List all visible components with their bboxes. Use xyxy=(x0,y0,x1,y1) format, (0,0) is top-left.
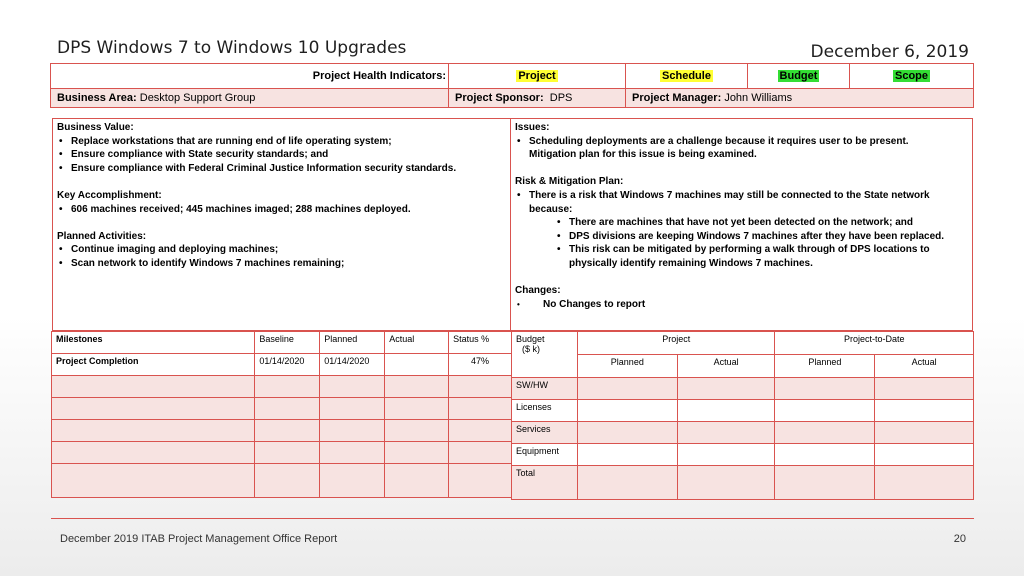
milestone-baseline: 01/14/2020 xyxy=(255,354,320,376)
risk-heading: Risk & Mitigation Plan: xyxy=(515,176,624,188)
page-title: DPS Windows 7 to Windows 10 Upgrades xyxy=(57,38,407,58)
table-row xyxy=(52,354,512,376)
key-accomplishment-heading: Key Accomplishment: xyxy=(57,189,162,201)
indicator-project-label: Project xyxy=(518,70,556,82)
milestone-name: Project Completion xyxy=(52,354,255,376)
business-value-item: • Ensure compliance with State security standards; and xyxy=(57,148,506,162)
budget-row-label: Services xyxy=(512,422,578,444)
business-area-label: Business Area: xyxy=(57,92,137,104)
issue-item-continued: Mitigation plan for this issue is being examined. xyxy=(529,149,757,161)
table-row xyxy=(52,442,512,464)
indicator-budget-label: Budget xyxy=(779,70,818,82)
indicator-scope xyxy=(849,64,973,88)
milestone-planned: 01/14/2020 xyxy=(320,354,385,376)
risk-item: • There is a risk that Windows 7 machines may still be connected to the State network xyxy=(515,189,968,203)
budget-project-planned-header: Planned xyxy=(577,355,677,378)
planned-activity-item: • Continue imaging and deploying machines; xyxy=(57,243,506,257)
table-row xyxy=(512,378,974,400)
table-row xyxy=(512,400,974,422)
project-sponsor-value: DPS xyxy=(549,92,573,104)
planned-activity-item: • Scan network to identify Windows 7 machines remaining; xyxy=(57,257,506,271)
milestone-status: 47% xyxy=(449,354,512,376)
business-area xyxy=(51,89,448,107)
budget-ptd-planned-header: Planned xyxy=(775,355,875,378)
baseline-header: Baseline xyxy=(255,332,320,354)
project-sponsor-label: Project Sponsor: xyxy=(455,92,544,104)
table-row xyxy=(512,466,974,500)
table-row xyxy=(52,398,512,420)
key-accomplishment-item: • 606 machines received; 445 machines imaged; 288 machines deployed. xyxy=(57,203,506,217)
health-indicators-bar xyxy=(50,63,974,89)
budget-project-actual-header: Actual xyxy=(677,355,775,378)
budget-unit: ($ k) xyxy=(522,344,540,354)
budget-table xyxy=(511,331,974,500)
indicator-scope-label: Scope xyxy=(894,70,928,82)
planned-header: Planned xyxy=(320,332,385,354)
budget-row-label: Licenses xyxy=(512,400,578,422)
indicator-schedule xyxy=(625,64,747,88)
risk-subitem-continued: physically identify remaining Windows 7 machines. xyxy=(569,257,813,269)
status-header: Status % xyxy=(449,332,512,354)
budget-header-row xyxy=(512,332,974,355)
budget-row-label: Total xyxy=(512,466,578,500)
actual-header: Actual xyxy=(385,332,449,354)
budget-ptd-header: Project-to-Date xyxy=(775,332,974,355)
project-manager-label: Project Manager: xyxy=(632,92,722,104)
indicator-budget xyxy=(747,64,849,88)
milestones-header: Milestones xyxy=(52,332,255,354)
business-value-item: • Replace workstations that are running end of life operating system; xyxy=(57,135,506,149)
milestones-table xyxy=(51,331,512,498)
report-date: December 6, 2019 xyxy=(810,42,969,62)
project-manager xyxy=(625,89,973,107)
project-info-bar xyxy=(50,89,974,108)
project-manager-value: John Williams xyxy=(724,92,793,104)
milestones-header-row xyxy=(52,332,512,354)
health-indicators-label: Project Health Indicators: xyxy=(312,70,446,82)
page-number: 20 xyxy=(953,533,966,545)
project-sponsor xyxy=(448,89,625,107)
business-area-value: Desktop Support Group xyxy=(139,92,256,104)
table-row xyxy=(512,444,974,466)
indicator-project xyxy=(448,64,625,88)
issues-heading: Issues: xyxy=(515,122,550,133)
planned-activities-heading: Planned Activities: xyxy=(57,230,147,242)
risk-item-continued: because: xyxy=(529,203,573,215)
footer-divider xyxy=(51,518,974,519)
budget-row-label: SW/HW xyxy=(512,378,578,400)
budget-subheader-row xyxy=(512,355,974,378)
footer-text: December 2019 ITAB Project Management Office Report xyxy=(60,533,338,545)
budget-row-label: Equipment xyxy=(512,444,578,466)
milestone-actual xyxy=(385,354,449,376)
business-value-panel xyxy=(52,118,511,331)
budget-label-cell xyxy=(512,332,578,378)
budget-label: Budget xyxy=(516,334,545,344)
risk-subitem: • DPS divisions are keeping Windows 7 machines after they have been replaced. xyxy=(515,230,968,244)
risk-subitem: • This risk can be mitigated by performing a walk through of DPS locations to xyxy=(515,243,968,257)
table-row xyxy=(52,420,512,442)
risk-subitem: • There are machines that have not yet been detected on the network; and xyxy=(515,216,968,230)
budget-ptd-actual-header: Actual xyxy=(875,355,974,378)
issues-panel xyxy=(511,118,973,331)
table-row xyxy=(52,376,512,398)
business-value-item: • Ensure compliance with Federal Criminal Justice Information security standards. xyxy=(57,162,506,176)
table-row xyxy=(52,464,512,498)
business-value-heading: Business Value: xyxy=(57,122,134,133)
budget-project-header: Project xyxy=(577,332,775,355)
changes-heading: Changes: xyxy=(515,285,561,297)
indicator-schedule-label: Schedule xyxy=(662,70,711,82)
issue-item: • Scheduling deployments are a challenge because it requires user to be present. xyxy=(515,135,968,149)
table-row xyxy=(512,422,974,444)
changes-item: • No Changes to report xyxy=(515,298,968,312)
